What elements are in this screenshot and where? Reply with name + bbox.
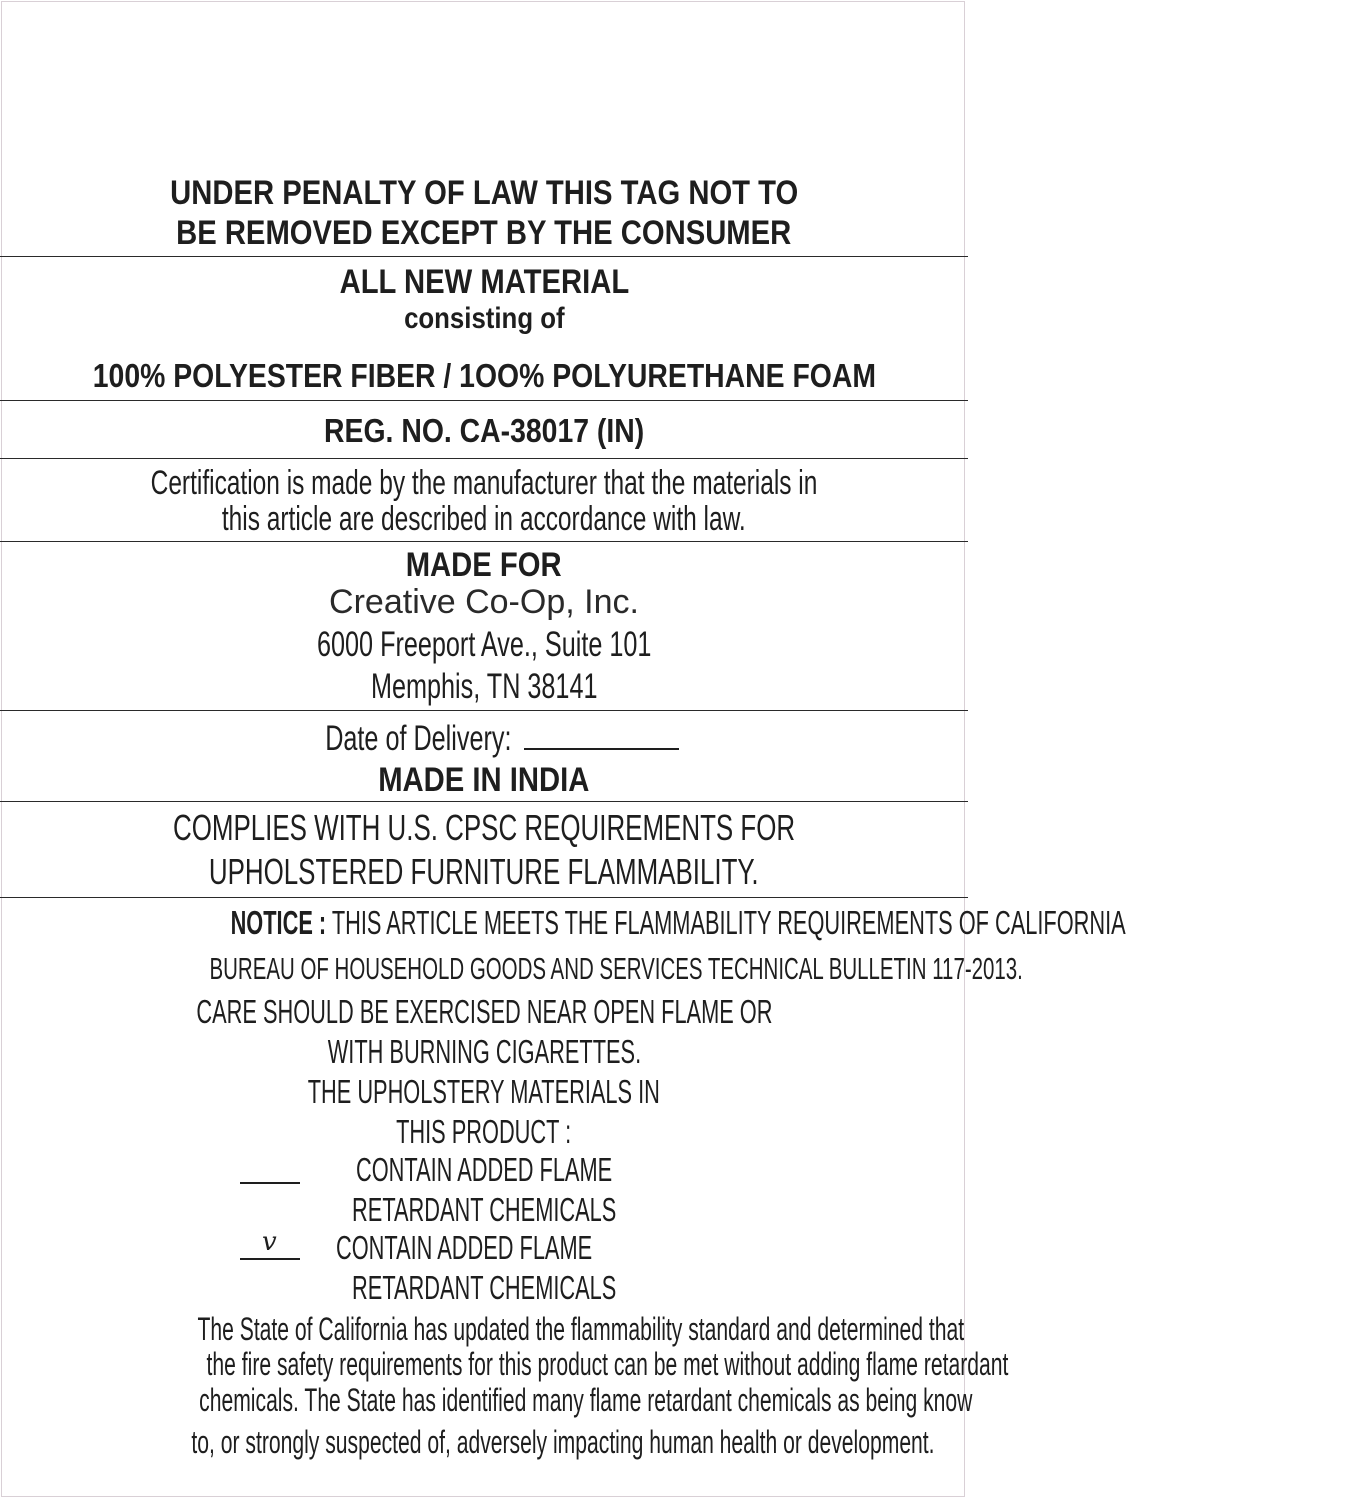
compliance-line-1: COMPLIES WITH U.S. CPSC REQUIREMENTS FOR	[172, 807, 796, 848]
certification-line-1: Certification is made by the manufacturer that the materials in	[150, 464, 818, 502]
option-1-line-1: CONTAIN ADDED FLAME	[355, 1151, 613, 1188]
made-for-address-2: Memphis, TN 38141	[370, 667, 598, 706]
made-in-label: MADE IN INDIA	[378, 761, 590, 799]
notice-line-2: BUREAU OF HOUSEHOLD GOODS AND SERVICES TECHNICAL BULLETIN 117-2013.	[209, 951, 1023, 986]
made-for-address-1: 6000 Freeport Ave., Suite 101	[316, 625, 652, 664]
california-line-3: chemicals. The State has identified many flame retardant chemicals as being know	[199, 1382, 973, 1418]
option-2-check-mark: v	[262, 1227, 277, 1257]
certification-line-2: this article are described in accordance with law.	[222, 500, 746, 538]
notice-line-6: THIS PRODUCT :	[396, 1113, 572, 1150]
material-title: ALL NEW MATERIAL	[339, 263, 629, 301]
compliance-line-2: UPHOLSTERED FURNITURE FLAMMABILITY.	[209, 851, 759, 892]
header-text-2: BE REMOVED EXCEPT BY THE CONSUMER	[176, 214, 792, 252]
divider-6	[0, 801, 968, 802]
header-line-1	[0, 176, 968, 210]
header-line-2	[0, 216, 968, 250]
notice-line-3: CARE SHOULD BE EXERCISED NEAR OPEN FLAME OR	[195, 993, 773, 1030]
registration-number: REG. NO. CA-38017 (IN)	[323, 412, 645, 449]
california-line-2: the fire safety requirements for this product can be met without adding flame retardant	[206, 1346, 1009, 1382]
divider-7	[0, 897, 968, 898]
option-1-line-2: RETARDANT CHEMICALS	[351, 1191, 617, 1228]
option-2-line-2: RETARDANT CHEMICALS	[351, 1269, 617, 1306]
delivery-date-blank	[524, 718, 679, 750]
notice-line-5: THE UPHOLSTERY MATERIALS IN	[307, 1073, 661, 1110]
notice-line-1: NOTICE : THIS ARTICLE MEETS THE FLAMMABILITY REQUIREMENTS OF CALIFORNIA	[230, 904, 1126, 941]
material-content: 100% POLYESTER FIBER / 1OO% POLYURETHANE FOAM	[92, 357, 876, 394]
option-2-line-1: CONTAIN ADDED FLAME	[335, 1229, 593, 1266]
divider-4	[0, 541, 968, 542]
material-subtitle: consisting of	[403, 302, 565, 335]
divider-1	[0, 256, 968, 257]
header-text-1: UNDER PENALTY OF LAW THIS TAG NOT TO	[169, 174, 799, 212]
notice-line-4: WITH BURNING CIGARETTES.	[327, 1033, 641, 1070]
divider-2	[0, 400, 968, 401]
delivery-date-row	[0, 718, 968, 756]
divider-3	[0, 458, 968, 459]
delivery-date-label: Date of Delivery:	[325, 719, 512, 758]
made-for-label: MADE FOR	[406, 546, 562, 584]
california-line-1: The State of California has updated the flammability standard and determined that	[197, 1311, 965, 1347]
divider-5	[0, 710, 968, 711]
notice-label: NOTICE :	[230, 904, 327, 941]
made-for-company: Creative Co-Op, Inc.	[329, 583, 639, 621]
california-line-4: to, or strongly suspected of, adversely impacting human health or development.	[191, 1424, 935, 1460]
